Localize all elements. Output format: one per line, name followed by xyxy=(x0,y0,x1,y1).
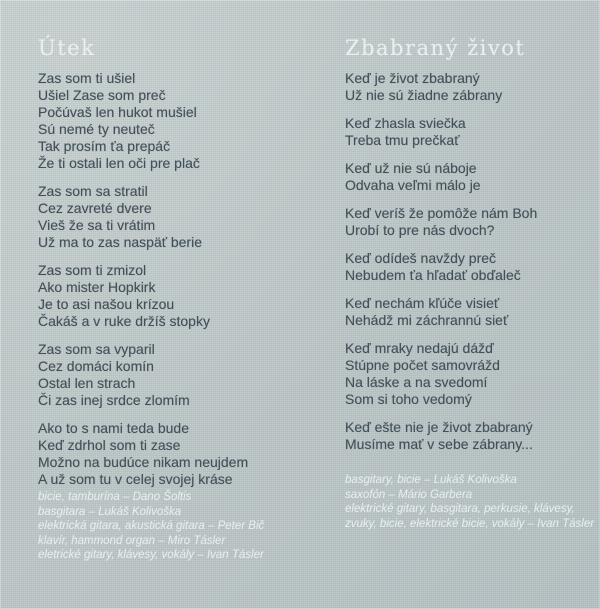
lyric-line: Keď veríš že pomôže nám Boh xyxy=(345,205,538,221)
lyric-line: Možno na budúce nikam neujdem xyxy=(38,454,249,470)
lyric-line: Tak prosím ťa prepáč xyxy=(38,138,171,154)
lyric-line: A už som tu v celej svojej kráse xyxy=(38,471,233,487)
lyric-line: Nebudem ťa hľadať obďaleč xyxy=(345,267,521,283)
stanza xyxy=(345,295,590,329)
credits-zbabrany-zivot xyxy=(345,473,595,531)
lyric-line: Urobí to pre nás dvoch? xyxy=(345,222,495,238)
credit-line: basgitary, bicie – Lukáš Kolivoška xyxy=(345,474,517,486)
lyric-line: Čakáš a v ruke držíš stopky xyxy=(38,313,210,329)
lyric-line: Zas som ti zmizol xyxy=(38,262,147,278)
lyric-line: Počúvaš len hukot mušiel xyxy=(38,104,197,120)
credit-line: elektrická gitara, akustická gitara – Peter Bič xyxy=(38,520,265,532)
stanza xyxy=(345,70,590,104)
lyric-line: Keď už nie sú náboje xyxy=(345,160,477,176)
lyric-line: Zas som sa stratil xyxy=(38,183,148,199)
lyric-line: Cez domáci komín xyxy=(38,358,154,374)
stanza xyxy=(38,183,313,251)
lyric-line: Keď mraky nedajú dážď xyxy=(345,340,494,356)
credit-line: klavír, hammond organ – Miro Tásler xyxy=(38,534,226,547)
song-title-zbabrany-zivot: Zbabraný život xyxy=(345,36,526,60)
lyrics-zbabrany-zivot xyxy=(345,70,590,453)
lyric-line: Zas som sa vyparil xyxy=(38,341,155,357)
lyric-line: Je to asi našou krízou xyxy=(38,296,175,312)
lyrics-utek xyxy=(38,70,313,488)
credits-utek xyxy=(38,490,313,563)
lyric-line: Keď zhasla sviečka xyxy=(345,115,466,131)
lyric-line: Sú nemé ty neuteč xyxy=(38,121,155,137)
lyric-line: Ako mister Hopkirk xyxy=(38,279,156,295)
lyric-line: Nehádž mi záchrannú sieť xyxy=(345,312,509,328)
song-column-zbabrany-zivot xyxy=(345,35,595,531)
lyric-line: Ako to s nami teda bude xyxy=(38,420,189,436)
stanza xyxy=(38,262,313,330)
lyric-line: Keď zdrhol som ti zase xyxy=(38,437,181,453)
lyric-line: Keď ešte nie je život zbabraný xyxy=(345,419,533,435)
song-column-utek xyxy=(38,35,313,563)
credit-line: basgitara – Lukáš Kolivoška xyxy=(38,505,182,518)
stanza xyxy=(38,341,313,409)
lyric-line: Keď odídeš navždy preč xyxy=(345,250,497,266)
lyric-line: Keď nechám kľúče visieť xyxy=(345,295,500,311)
credit-line: eletrické gitary, klávesy, vokály – Ivan Tásler xyxy=(38,549,264,561)
lyric-line: Keď je život zbabraný xyxy=(345,70,480,86)
lyric-line: Musíme mať v sebe zábrany... xyxy=(345,436,533,452)
lyric-line: Som si toho vedomý xyxy=(345,391,472,407)
lyric-line: Či zas inej srdce zlomím xyxy=(38,392,190,408)
stanza xyxy=(38,420,313,488)
lyric-line: Na láske a na svedomí xyxy=(345,374,488,390)
lyric-line: Cez zavreté dvere xyxy=(38,200,152,216)
stanza xyxy=(345,205,590,239)
stanza xyxy=(345,115,590,149)
stanza xyxy=(345,250,590,284)
lyric-line: Treba tmu prečkať xyxy=(345,132,460,148)
stanza xyxy=(345,419,590,453)
lyric-line: Ostal len strach xyxy=(38,375,136,391)
credit-line: zvuky, bicie, elektrické bicie, vokály – Ivan Tásler xyxy=(345,517,595,530)
lyric-line: Odvaha veľmi málo je xyxy=(345,177,481,193)
lyric-line: Už nie sú žiadne zábrany xyxy=(345,87,503,103)
credit-line: elektrické gitary, basgitara, perkusie, klávesy, xyxy=(345,503,575,515)
stanza xyxy=(345,340,590,408)
lyric-line: Ušiel Zase som preč xyxy=(38,87,166,103)
lyric-line: Vieš že sa ti vrátim xyxy=(38,217,156,233)
stanza xyxy=(38,70,313,172)
lyric-line: Stúpne počet samovrážd xyxy=(345,357,500,373)
stanza xyxy=(345,160,590,194)
credit-line: saxofón – Mário Garbera xyxy=(345,488,473,501)
lyric-line: Že ti ostali len oči pre plač xyxy=(38,155,200,171)
credit-line: bicie, tamburína – Dano Šoltis xyxy=(38,491,192,503)
lyric-line: Už ma to zas naspäť berie xyxy=(38,234,202,250)
song-title-utek: Útek xyxy=(38,36,96,60)
lyric-line: Zas som ti ušiel xyxy=(38,70,136,86)
